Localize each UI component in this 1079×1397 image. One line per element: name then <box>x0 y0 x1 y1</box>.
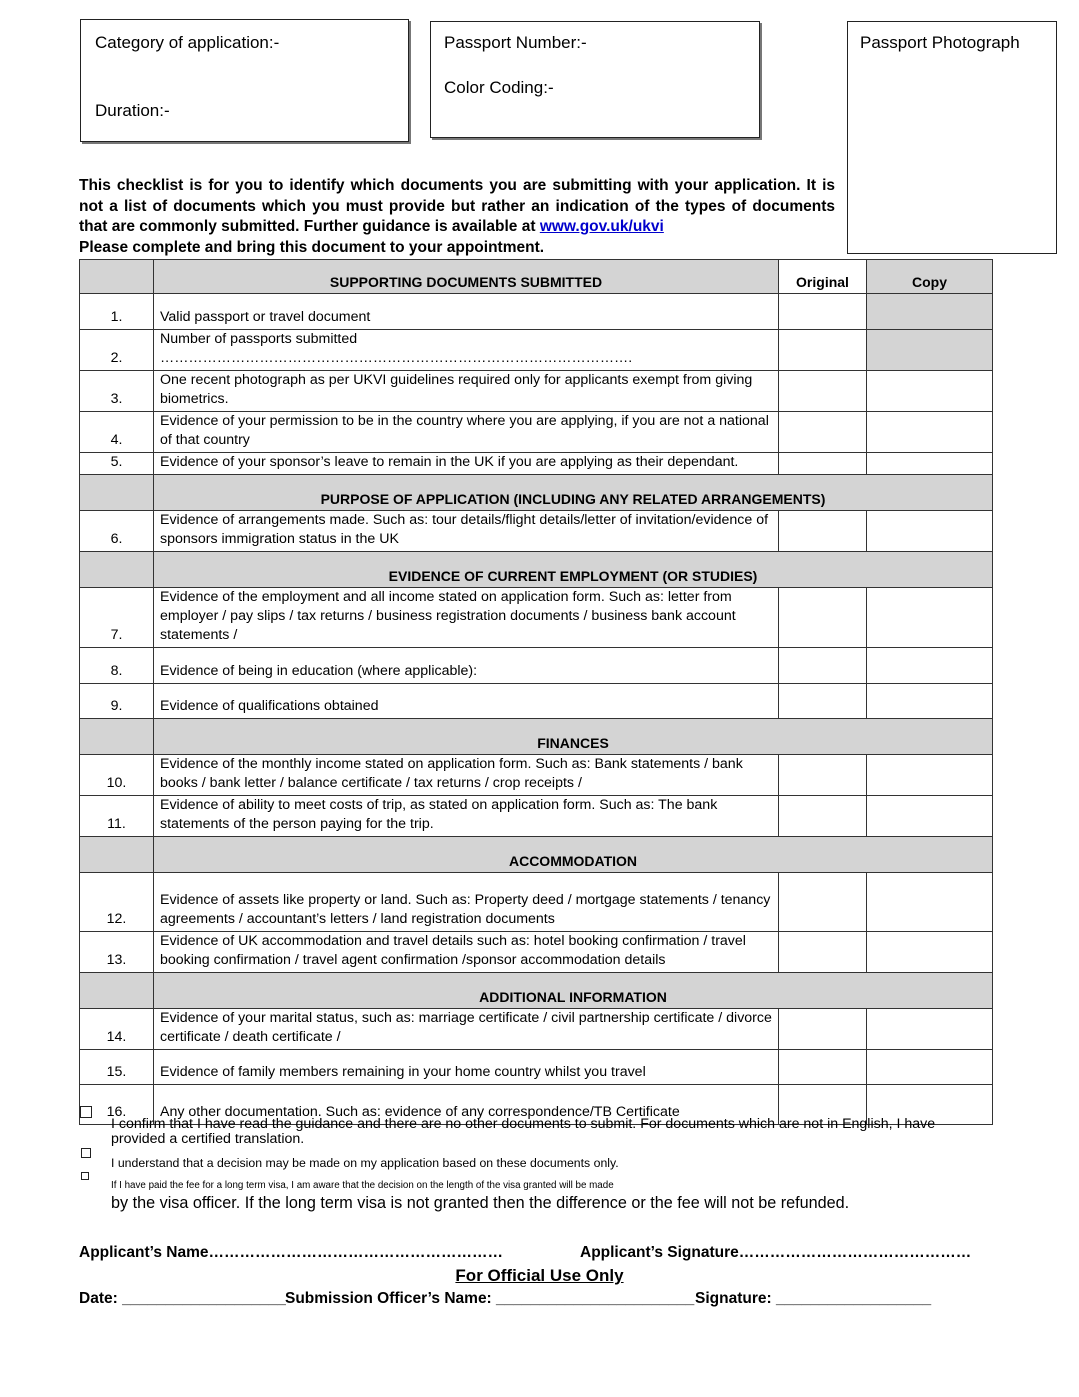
original-checkbox-cell[interactable] <box>779 371 867 412</box>
item-number: 1. <box>80 294 154 330</box>
copy-checkbox-cell[interactable] <box>867 648 993 684</box>
original-checkbox-cell[interactable] <box>779 755 867 796</box>
checklist-row <box>80 796 993 837</box>
original-checkbox-cell[interactable] <box>779 588 867 648</box>
item-description: Valid passport or travel document <box>154 294 779 330</box>
checklist-row <box>80 511 993 552</box>
item-description: Evidence of UK accommodation and travel details such as: hotel booking confirmation / travel booking confirmation / travel agent confirmation /sponsor accommodation details <box>154 932 779 973</box>
item-description: Evidence of your marital status, such as: marriage certificate / civil partnership certificate / divorce certificate / death certificate / <box>154 1009 779 1050</box>
item-number: 14. <box>80 1009 154 1050</box>
checklist-row <box>80 932 993 973</box>
item-description: Evidence of the monthly income stated on application form. Such as: Bank statements / bank books / bank letter / balance certificate / tax returns / crop receipts / <box>154 755 779 796</box>
item-number: 12. <box>80 873 154 932</box>
confirm-guidance-text: I confirm that I have read the guidance and there are no other documents to submit. For documents which are not in English, I have provided a certified translation. <box>111 1116 936 1147</box>
section-title: ADDITIONAL INFORMATION <box>154 973 993 1009</box>
applicant-name-field[interactable]: Applicant’s Name………………………………………………… <box>79 1244 503 1261</box>
item-description: Evidence of ability to meet costs of trip, as stated on application form. Such as: The bank statements of the person paying for the trip. <box>154 796 779 837</box>
original-checkbox-cell[interactable] <box>779 412 867 453</box>
checklist-row <box>80 412 993 453</box>
item-number: 10. <box>80 755 154 796</box>
section-spacer-cell <box>80 475 154 511</box>
header-documents: SUPPORTING DOCUMENTS SUBMITTED <box>154 260 779 294</box>
copy-checkbox-cell[interactable] <box>867 511 993 552</box>
original-checkbox-cell[interactable] <box>779 873 867 932</box>
section-spacer-cell <box>80 973 154 1009</box>
duration-label: Duration:- <box>95 101 170 120</box>
checklist-row <box>80 873 993 932</box>
confirm-fee-text-line1: If I have paid the fee for a long term visa, I am aware that the decision on the length of the visa granted will be made <box>111 1180 614 1191</box>
checklist-row <box>80 588 993 648</box>
checklist-row <box>80 294 993 330</box>
copy-checkbox-cell[interactable] <box>867 755 993 796</box>
category-label: Category of application:- <box>95 33 280 52</box>
item-description: Any other documentation. Such as: evidence of any correspondence/TB Certificate <box>154 1085 779 1125</box>
original-checkbox-cell[interactable] <box>779 932 867 973</box>
confirm-decision-text: I understand that a decision may be made on my application based on these documents only. <box>111 1156 619 1170</box>
copy-checkbox-cell[interactable] <box>867 294 993 330</box>
copy-checkbox-cell[interactable] <box>867 371 993 412</box>
table-header-row <box>80 260 993 294</box>
checklist-row <box>80 755 993 796</box>
section-spacer-cell <box>80 719 154 755</box>
item-description: Number of passports submitted ………………………………………………………………………………………. <box>154 330 779 371</box>
passport-number-label: Passport Number:- <box>444 33 587 52</box>
header-original: Original <box>779 260 867 294</box>
original-checkbox-cell[interactable] <box>779 1050 867 1085</box>
intro-paragraph <box>79 176 835 258</box>
item-description: Evidence of being in education (where applicable): <box>154 648 779 684</box>
item-description: One recent photograph as per UKVI guidelines required only for applicants exempt from giving biometrics. <box>154 371 779 412</box>
section-row <box>80 475 993 511</box>
item-description: Evidence of family members remaining in your home country whilst you travel <box>154 1050 779 1085</box>
item-number: 6. <box>80 511 154 552</box>
officer-signature-field[interactable]: Signature: __________________ <box>695 1290 932 1307</box>
section-spacer-cell <box>80 552 154 588</box>
passport-photo-label: Passport Photograph <box>860 33 1020 52</box>
section-row <box>80 719 993 755</box>
item-number: 8. <box>80 648 154 684</box>
original-checkbox-cell[interactable] <box>779 511 867 552</box>
item-number: 11. <box>80 796 154 837</box>
copy-checkbox-cell[interactable] <box>867 796 993 837</box>
item-number: 9. <box>80 684 154 719</box>
original-checkbox-cell[interactable] <box>779 796 867 837</box>
checklist-row <box>80 1009 993 1050</box>
item-number: 3. <box>80 371 154 412</box>
documents-checklist-table <box>79 259 993 1125</box>
copy-checkbox-cell[interactable] <box>867 1050 993 1085</box>
confirm-fee-checkbox[interactable] <box>81 1172 89 1180</box>
copy-checkbox-cell[interactable] <box>867 932 993 973</box>
section-spacer-cell <box>80 837 154 873</box>
guidance-link[interactable]: www.gov.uk/ukvi <box>539 218 664 235</box>
item-description: Evidence of your permission to be in the country where you are applying, if you are not a national of that country <box>154 412 779 453</box>
item-number: 16. <box>80 1085 154 1125</box>
item-description: Evidence of assets like property or land. Such as: Property deed / mortgage statements / tenancy agreements / accountant’s letters / land registration documents <box>154 873 779 932</box>
copy-checkbox-cell[interactable] <box>867 873 993 932</box>
checklist-row <box>80 371 993 412</box>
item-description: Evidence of your sponsor’s leave to remain in the UK if you are applying as their dependant. <box>154 453 779 475</box>
copy-checkbox-cell[interactable] <box>867 453 993 475</box>
item-number: 2. <box>80 330 154 371</box>
intro-text: This checklist is for you to identify which documents you are submitting with your application. It is not a list of documents which you must provide but rather an indication of the types of documents that are commonly submitted. Further guidance is available at <box>79 177 835 235</box>
checklist-row <box>80 648 993 684</box>
item-number: 7. <box>80 588 154 648</box>
header-num-cell <box>80 260 154 294</box>
passport-photo-box <box>847 21 1057 254</box>
copy-checkbox-cell[interactable] <box>867 588 993 648</box>
section-title: ACCOMMODATION <box>154 837 993 873</box>
official-use-heading: For Official Use Only <box>455 1266 624 1285</box>
intro-note: Please complete and bring this document to your appointment. <box>79 238 545 256</box>
copy-checkbox-cell[interactable] <box>867 412 993 453</box>
color-coding-label: Color Coding:- <box>444 78 554 97</box>
original-checkbox-cell[interactable] <box>779 684 867 719</box>
section-title: EVIDENCE OF CURRENT EMPLOYMENT (OR STUDIES) <box>154 552 993 588</box>
original-checkbox-cell[interactable] <box>779 648 867 684</box>
checklist-row <box>80 1050 993 1085</box>
original-checkbox-cell[interactable] <box>779 330 867 371</box>
item-number: 5. <box>80 453 154 475</box>
original-checkbox-cell[interactable] <box>779 294 867 330</box>
confirm-guidance-checkbox[interactable] <box>80 1106 92 1118</box>
copy-checkbox-cell[interactable] <box>867 684 993 719</box>
copy-checkbox-cell[interactable] <box>867 1009 993 1050</box>
item-number: 4. <box>80 412 154 453</box>
item-description: Evidence of the employment and all income stated on application form. Such as: letter from employer / pay slips / tax returns / business registration documents / business bank account statements / <box>154 588 779 648</box>
section-title: PURPOSE OF APPLICATION (INCLUDING ANY RELATED ARRANGEMENTS) <box>154 475 993 511</box>
section-row <box>80 552 993 588</box>
date-field[interactable]: Date: ___________________ <box>79 1290 286 1307</box>
section-row <box>80 973 993 1009</box>
checklist-row <box>80 684 993 719</box>
checklist-row <box>80 453 993 475</box>
confirm-fee-text-line2: by the visa officer. If the long term visa is not granted then the difference or the fee will not be refunded. <box>111 1194 850 1212</box>
copy-checkbox-cell[interactable] <box>867 330 993 371</box>
header-copy: Copy <box>867 260 993 294</box>
applicant-signature-field[interactable]: Applicant’s Signature……………………………………… <box>580 1244 972 1261</box>
item-description: Evidence of qualifications obtained <box>154 684 779 719</box>
item-number: 13. <box>80 932 154 973</box>
checklist-row <box>80 330 993 371</box>
section-row <box>80 837 993 873</box>
original-checkbox-cell[interactable] <box>779 1009 867 1050</box>
confirm-decision-checkbox[interactable] <box>81 1148 91 1158</box>
original-checkbox-cell[interactable] <box>779 453 867 475</box>
item-description: Evidence of arrangements made. Such as: tour details/flight details/letter of invitation/evidence of sponsors immigration status in the UK <box>154 511 779 552</box>
item-number: 15. <box>80 1050 154 1085</box>
officer-name-field[interactable]: Submission Officer’s Name: _______________________ <box>285 1290 695 1307</box>
section-title: FINANCES <box>154 719 993 755</box>
